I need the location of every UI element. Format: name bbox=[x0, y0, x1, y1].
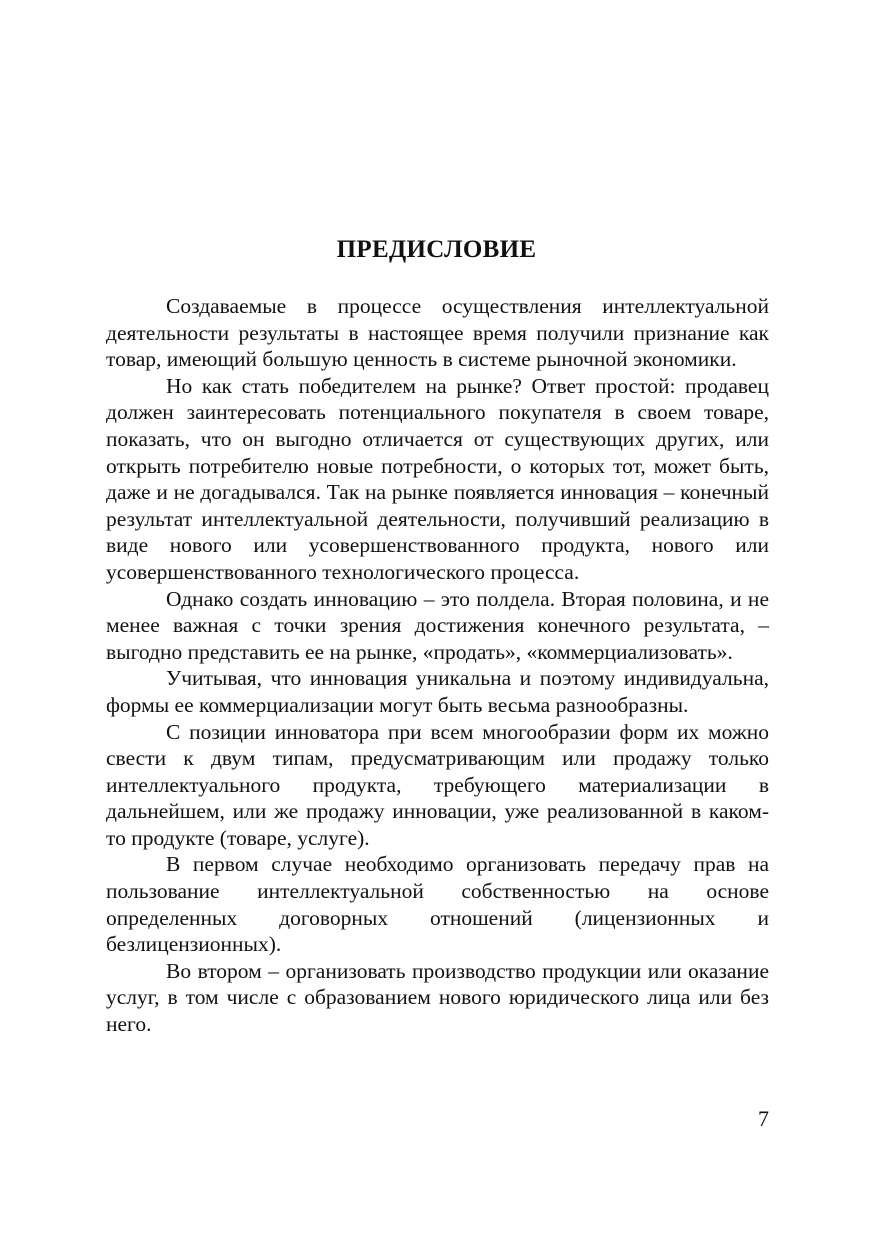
paragraph-4: Учитывая, что инновация уникальна и поэтому индивидуальна, формы ее коммерциализации могут быть весьма разнообразны. bbox=[106, 666, 769, 717]
paragraph-2: Но как стать победителем на рынке? Ответ простой: продавец должен заинтересовать потенциального покупателя в своем товаре, показать, что он выгодно отличается от существующих других, или открыть потребителю новые потребности, о которых тот, может быть, даже и не догадывался. Так на рынке появляется инновация – конечный результат интеллектуальной деятельности, получивший реализацию в виде нового или усовершенствованного продукта, нового или усовершенствованного технологического процесса. bbox=[106, 373, 769, 584]
paragraph-1: Создаваемые в процессе осуществления интеллектуальной деятельности результаты в настоящее время получили признание как товар, имеющий большую ценность в системе рыночной экономики. bbox=[106, 294, 769, 372]
page-number: 7 bbox=[758, 1106, 769, 1131]
paragraph-3: Однако создать инновацию – это полдела. Вторая половина, и не менее важная с точки зрения достижения конечного результата, – выгодно представить ее на рынке, «продать», «коммерциализовать». bbox=[106, 586, 769, 664]
paragraph-5: С позиции инноватора при всем многообразии форм их можно свести к двум типам, предусматривающим или продажу только интеллектуального продукта, требующего материализации в дальнейшем, или же продажу инновации, уже реализованной в каком-то продукте (товаре, услуге). bbox=[106, 719, 769, 850]
paragraph-6: В первом случае необходимо организовать передачу прав на пользование интеллектуальной собственностью на основе определенных договорных отношений (лицензионных и безлицензионных). bbox=[106, 852, 769, 957]
paragraph-7: Во втором – организовать производство продукции или оказание услуг, в том числе с образованием нового юридического лица или без него. bbox=[106, 958, 769, 1037]
preface-body bbox=[106, 293, 769, 1038]
page-title: ПРЕДИСЛОВИЕ bbox=[336, 236, 537, 263]
